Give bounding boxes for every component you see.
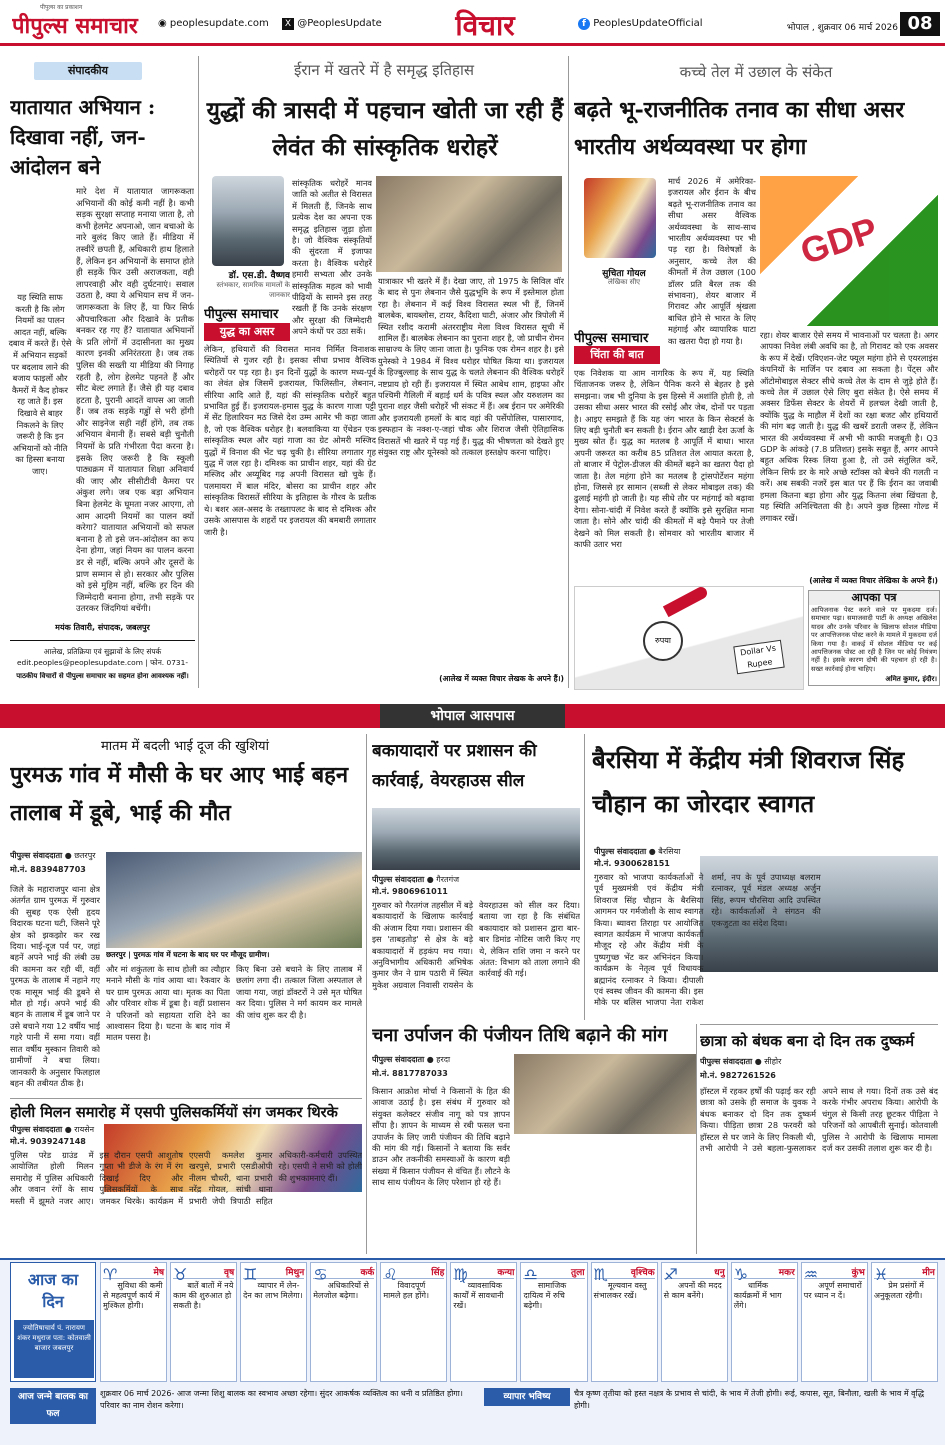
zodiac-name: वृष: [173, 1265, 234, 1279]
s1-mobile: मो.नं. 8839487703: [10, 865, 86, 874]
crude-kicker: कच्चे तेल में उछाल के संकेत: [679, 63, 833, 81]
s5-body: गुरुवार को भाजपा कार्यकर्ताओं ने पूर्व मुख्यमंत्री एवं केंद्रीय मंत्री शिवराज सिंह चौहान के बैरसिया आगमन पर गर्मजोशी के साथ स्वागत किया। ब्यावरा तिराहा पर आयोजित स्वागत कार्यक्रम में भाजपा कार्यकर्ता मौजूद रहे और केंद्रीय मंत्री के पुष्पगुच्छ भेंट कर अभिनंदन किया। कार्यक्रम के नेतृत्व पूर्व विधायक ब्रह्मानंद रत्नाकर ने किया। दीपाली एवं स्वस्थ जीवन की कामना की। इस मौके पर बलिस भाजपा नेता राकेश शर्मा, नप के पूर्व उपाध्यक्ष बलराम रत्नाकर, पूर्व मंडल अध्यक्ष अर्जुन सिंह, रूपम चौरसिया आदि उपस्थित रहे। कार्यकर्ताओं ने संगठन की एकजुटता का संदेश दिया।: [594, 872, 821, 1008]
zodiac-name: वृश्चिक: [594, 1265, 655, 1279]
zodiac-icon: ♌: [383, 1265, 398, 1284]
s4-headline: चना उर्पाजन की पंजीयन तिथि बढ़ाने की मांग: [372, 1025, 668, 1046]
crude-author-role: लेखिका सीए: [607, 278, 641, 286]
column-divider-4: [584, 734, 585, 1020]
s1-kicker: मातम में बदली भाई दूज की खुशियां: [101, 739, 269, 754]
editorial-divider: [10, 640, 195, 641]
s1-place: छतरपुर: [74, 851, 96, 860]
zodiac-name: मेष: [103, 1265, 164, 1279]
levant-kicker: ईरान में खतरे में है समृद्ध इतिहास: [293, 61, 475, 79]
brand-tagline: पीपुल्स का प्रकाशन: [40, 4, 83, 11]
zodiac-icon: ♏: [593, 1265, 608, 1284]
s5-headline: बैरसिया में केंद्रीय मंत्री शिवराज सिंह चौहान का जोरदार स्वागत: [592, 745, 905, 818]
s6-place: सीहोर: [764, 1057, 782, 1066]
astro-info: ज्योतिषाचार्य पं. नारायण शंकर मधुराज पता: कोतवाली बाजार जबलपुर: [14, 1320, 94, 1378]
editorial-headline: यातायात अभियान : दिखावा नहीं, जन-आंदोलन बने: [10, 95, 156, 179]
astro-title: आज का दिन: [27, 1270, 79, 1311]
website-text: peoplesupdate.com: [169, 18, 269, 29]
s2-body: पुलिस परेड ग्राउंड में आयोजित होली मिलन समारोह में पुलिस अधिकारी और जवान रंगों के साथ मस्ती में झूमते नजर आए। इस दौरान एसपी आशुतोष गुप्ता भी डीजे के रंग में रंग दिखाई दिए और पुलिसकर्मियों के साथ जमकर थिरके। कार्यक्रम में एएसपी कमलेश कुमार खरपुसे, प्रभारी एसडीओपी नीलम चौधरी, थाना प्रभारी नरेंद्र गोयल, सांची थाना प्रभारी जेपी त्रिपाठी सहित अधिकारी-कर्मचारी उपस्थित रहे। एसपी ने सभी को होली की शुभकामनाएं दीं।: [10, 1150, 362, 1206]
zodiac-icon: ♊: [243, 1265, 258, 1284]
zodiac-text: मूल्यवान वस्तु संभालकर रखें।: [593, 1281, 647, 1300]
zodiac-name: मीन: [874, 1265, 935, 1279]
zodiac-icon: ♑: [733, 1265, 749, 1284]
levant-note: (आलेख में व्यक्त विचार लेखक के अपने हैं।): [439, 674, 564, 683]
s4-photo: [514, 1054, 696, 1134]
zodiac-text: प्रेम प्रसंगों में अनुकूलता रहेगी।: [873, 1281, 924, 1300]
dollar-rupee-sign: Dollar Vs Rupee: [733, 640, 784, 674]
rupee-coin: रुपया: [643, 621, 683, 661]
rocket-icon: [663, 586, 709, 617]
crude-brand: पीपुल्स समाचार: [574, 331, 649, 346]
crude-body-2: एक निवेशक या आम नागरिक के रूप में, यह स्थिति चिंताजनक जरूर है, लेकिन पैनिक करने से बेहतर है इसे समझना। जब भी दुनिया के इस हिस्से में अशांति होती है, तो उसका सीधा असर भारत की रसोई और जेब, दोनों पर पड़ता है। आइए समझते हैं कि यह जंग भारत के किन सेक्टर्स के लिए बड़ी चुनौती बन सकती है। ईरान और खाड़ी देश ऊर्जा के मुख्य स्रोत हैं। युद्ध का मतलब है आपूर्ति में बाधा। भारत अपनी जरूरत का करीब 85 प्रतिशत तेल आयात करता है, तो बाजार में पेट्रोल-डीजल की कीमतें बढ़ने का खतरा पैदा हो जाता है। तेल महंगा होने का मतलब है ट्रांसपोर्टेशन महंगा होना, जिससे हर सामान (सब्जी से लेकर मोबाइल तक) की ढुलाई महंगी हो जाती है। यह सीधे तौर पर महंगाई को बढ़ावा देगा। सोना-चांदी में निवेश करते हैं क्योंकि इसे सुरक्षित माना जाता है। सोने और चांदी की कीमतों में बड़े पैमाने पर तेजी देखने को मिल सकती है। सोमवार को भारतीय बाजार में काफी उतार भरा: [574, 368, 754, 550]
crude-note: (आलेख में व्यक्त विचार लेखिका के अपने हैं।): [809, 576, 938, 585]
zodiac-cell: [170, 1262, 237, 1382]
s5-byline: पीपुल्स संवाददाता ● बैरसिया: [594, 847, 681, 856]
s4-byline: पीपुल्स संवाददाता ● हरदा: [372, 1055, 451, 1064]
zodiac-cell: [240, 1262, 307, 1382]
zodiac-name: कर्क: [313, 1265, 374, 1279]
twitter-link[interactable]: [282, 18, 402, 30]
s6-mobile: मो.नं. 9827261526: [700, 1071, 776, 1080]
s6-headline: छात्रा को बंधक बना दो दिन तक दुष्कर्म: [700, 1032, 915, 1050]
zodiac-text: व्यापार में लेन-देन का लाभ मिलेगा।: [243, 1281, 303, 1300]
zodiac-cell: [731, 1262, 798, 1382]
zodiac-cell: [450, 1262, 517, 1382]
s6-byline: पीपुल्स संवाददाता ● सीहोर: [700, 1057, 782, 1066]
zodiac-name: मिथुन: [243, 1265, 304, 1279]
levant-headline: युद्धों की त्रासदी में पहचान खोती जा रही हैं लेवंत की सांस्कृतिक धरोहरें: [206, 97, 564, 161]
levant-ruins-photo: [376, 176, 562, 272]
zodiac-name: मकर: [734, 1265, 795, 1279]
s3-headline: बकायादारों पर प्रशासन की कार्रवाई, वेयरहाउस सील: [372, 741, 537, 791]
zodiac-cell: [871, 1262, 938, 1382]
zodiac-icon: ♐: [663, 1265, 678, 1284]
s3-byline: पीपुल्स संवाददाता ● गैरतगंज: [372, 875, 460, 884]
s1-photo: [106, 852, 362, 948]
website-link[interactable]: [158, 18, 288, 29]
zodiac-icon: ♉: [173, 1265, 188, 1284]
brand-logo: पीपुल्स समाचार: [12, 13, 138, 39]
gdp-label: GDP: [795, 208, 883, 273]
crude-headline: बढ़ते भू-राजनीतिक तनाव का सीधा असर भारतीय अर्थव्यवस्था पर होगा: [574, 97, 905, 160]
editorial-body: मारे देश में यातायात जागरूकता अभियानों की कोई कमी नहीं है। कभी सड़क सुरक्षा सप्ताह मनाया जाता है, तो कभी हेलमेट अपनाओ, जान बचाओ के नारे बुलंद किए जाते हैं। मीडिया में तस्वीरें छपती हैं, अधिकारी हाथ हिलाते हैं, लेकिन इन अभियानों के समाप्त होते ही सड़कें फिर उसी अराजकता, वही लापरवाही और वही दुर्घटनाएं। सवाल उठता है, क्या ये अभियान सच में जन-जागरूकता के लिए हैं, या फिर सिर्फ औपचारिकता और दिखावे के प्रतीक बनकर रह गए हैं? यातायात अभियानों के प्रति लोगों में उदासीनता का मुख्य कारण इनकी अनिरंतरता है। जब तक पुलिस की सख्ती या मीडिया की निगाह रहती है, लोग हेलमेट पहनते हैं और सीट बेल्ट लगाते हैं। जैसे ही यह दबाव हटता है, पुरानी आदतें वापस आ जाती हैं। जब तक सड़कें गड्ढों से भरी होंगी और साइनेज सही नहीं होंगे, तब तक अभियान बेमानी हैं। सबसे बड़ी चुनौती नियमों के प्रति गंभीरता पैदा करना है। इसके लिए जरूरी है कि स्कूली पाठ्यक्रम में यातायात शिक्षा अनिवार्य की जाए और सीसीटीवी कैमरा पर अंकुश लगे। जब एक बड़ा अभियान बिना हेलमेट के घूमता नजर आएगा, तो आम आदमी नियमों का पालन क्यों करेगा? यातायात अभियानों को सफल बनाना है तो इसे जन-आंदोलन का रूप देना होगा, जहां नियम का पालन करना डर से नहीं, बल्कि अपने और दूसरों के प्राण सम्मान से हो। सरकार और पुलिस को इसे मुहिम नहीं, बल्कि हर दिन की जिम्मेदारी बनाना होगा, तभी सड़कें पर उतरकर जिंदगियां बचेंगी।: [76, 186, 194, 614]
section-title: विचार: [455, 9, 515, 42]
zodiac-text: विवादपूर्ण मामले हल होंगे।: [383, 1281, 429, 1300]
column-divider-3: [366, 734, 367, 1254]
zodiac-name: कुंभ: [804, 1265, 865, 1279]
s1-caption: छतरपुर | पुरमऊ गांव में घटना के बाद घर पर मौजूद ग्रामीण।: [106, 950, 270, 959]
dateline: भोपाल , शुक्रवार 06 मार्च 2026: [786, 23, 898, 33]
s5-place: बैरसिया: [658, 847, 681, 856]
editorial-contact: आलेख, प्रतिक्रिया एवं सुझावों के लिए संपर्क edit.peoples@peoplesupdate.com | फोन. 0731-: [17, 647, 188, 667]
s6-divider: [700, 1024, 938, 1025]
zodiac-cell: [801, 1262, 868, 1382]
s4-place: हरदा: [436, 1055, 451, 1064]
rupee-cartoon: [574, 586, 804, 690]
s1-body-2: और मां शकुंतला के साथ होली का त्यौहार मनाने मौसी के गांव आया था। रैकवार के घर ग्राम पुरमऊ आया था। मृतक का पिता और परिवार शोक में डूबा है। वहीं प्रशासन ने परिजनों को सहायता राशि देने का आश्वासन दिया है। घटना के बाद गांव में मातम पसरा है।: [106, 964, 230, 1043]
s6-body: हॉस्टल में रहकर हर्षों की पढ़ाई कर रही छात्रा को उसके ही समाज के युवक ने बंधक बनाकर दो दिन तक दुष्कर्म किया। पीड़िता छात्रा 28 फरवरी को हॉस्टल से घर जाने के लिए निकली थी, तभी आरोपी ने उसे बहला-फुसलाकर अपने साथ ले गया। दिनों तक उसे बंद करके गंभीर अपराध किया। आरोपी के चंगुल से किसी तरह छूटकर पीड़िता ने परिजनों को आपबीती सुनाई। कोतवाली पुलिस ने आरोपी के खिलाफ मामला दर्ज कर उसकी तलाश शुरू कर दी है।: [700, 1086, 938, 1154]
zodiac-text: अपूर्ण समाचारों पर ध्यान न दें।: [803, 1281, 862, 1300]
zodiac-cell: [591, 1262, 658, 1382]
gdp-illustration: [760, 176, 938, 326]
zodiac-text: सुविधा की कमी से महत्वपूर्ण कार्य में मुश्किल होगी।: [103, 1281, 163, 1310]
zodiac-name: सिंह: [383, 1265, 444, 1279]
zodiac-name: तुला: [523, 1265, 584, 1279]
s3-place: गैरतगंज: [436, 875, 460, 884]
s2-byline-text: पीपुल्स संवाददाता: [10, 1125, 63, 1134]
zodiac-cell: [661, 1262, 728, 1382]
astro-trade-label: व्यापार भविष्य: [484, 1388, 570, 1406]
x-icon: X: [282, 18, 294, 30]
zodiac-icon: ♈: [103, 1265, 118, 1284]
levant-author-role: स्तंभकार, सामरिक मामलों के जानकार: [216, 281, 290, 299]
zodiac-text: सामाजिक दायित्व में रुचि बढ़ेगी।: [523, 1281, 567, 1310]
levant-brand: पीपुल्स समाचार: [204, 307, 279, 322]
column-divider-2: [568, 56, 569, 688]
levant-body-4: यात्राकार भी खतरे में हैं। देखा जाए, तो 1975 के सिविल वॉर के बाद से पुनः लेबनान जैसे युद्धभूमि के रूप में इस्तेमाल होता रहा है। लेबनान में कई विश्व विरासत स्थल भी हैं, जिनमें बालबेक, बायब्लोस, टायर, कैदिशा घाटी, अंजार और त्रिपोली में स्थित रशीद करामी अंतरराष्ट्रीय मेला विश्व विरासत सूची में शामिल हैं। बालबेक लेबनान का पुराना शहर है, जो प्राचीन रोमन साम्राज्य के लिए जाना जाता है। फुनिक एक रोमन शहर है। इसे युनेस्को ने 1984 में विश्व धरोहर घोषित किया था। इजरायल के हिज्बुल्लाह के साथ युद्ध के चलते लेबनान की वैश्विक धरोहरें नष्टप्राय हो रही हैं। इजरायल में स्थित आबेथ शाम, हाइफा और पश्चिमी गैलिली में बहाई धर्म के पवित्र स्थल और यरुशलम का पुराना शहर जैसी धरोहरें भी संकट में हैं। अब ईरान पर अमेरिकी और इजरायली हमलों के बाद वहां की पर्सेपोलिस, पासारगाद, इस्फहान के नक्श-ए-जहां चौक और शिराज जैसी ऐतिहासिक विरासतें भी खतरे में पड़ गई हैं। युद्ध की भीषणता को देखते हुए संयुक्त राष्ट्र और यूनेस्को को तत्काल हस्तक्षेप करना चाहिए।: [378, 276, 564, 458]
s3-mobile: मो.नं. 9806961011: [372, 887, 448, 896]
s4-mobile: मो.नं. 8817787033: [372, 1069, 448, 1078]
astro-signs: [100, 1262, 938, 1382]
zodiac-cell: [100, 1262, 167, 1382]
astro-trade: चैत्र कृष्ण तृतीया को हस्त नक्षत्र के प्रभाव से चांदी, के भाव में तेजी होगी। रूई, कपास, सूत, बिनौला, खली के भाव में वृद्धि होगी।: [574, 1389, 925, 1410]
letters-title: आपका पत्र: [809, 591, 939, 605]
levant-body-2: लेकिन, हथियारों की विरासत मानव निर्मित विनाशक स्थितियों से गुजर रही है। इसका सीधा प्रभाव वैश्विक धरोहरों पर पड़ रहा है। इन दिनों युद्धों के कारण मध्य-पूर्व का लेवंत क्षेत्र जिसमें इजरायल, फिलिस्तीन, लेबनान, सीरिया आदि आते हैं, यहां की सांस्कृतिक धरोहरें बहुत प्रभावित हुई हैं। इजरायल-हमास युद्ध के कारण गाजा पट्टी में सेंट हिलारियन मठ जिसे देश उम्म आमेर भी कहा जाता है, जो एक वैश्विक धरोहर है। बलवाकिया या ऐंथेडन एक सांस्कृतिक स्थल और यहां गाजा का ग्रेट ओमरी मस्जिद युद्धों में विनाश की भेंट चढ़ चुकी है। सीरिया लगातार गृह युद्ध में जल रहा है। दमिश्क का प्राचीन शहर, यहां की ग्रेट मस्जिद और अय्यूबिद गढ़ अपनी विरासत खो चुके हैं। पलमायरा में बाल मंदिर, बोसरा का प्राचीन शहर और सांस्कृतिक विरासतें सीरिया के इतिहास के गौरव के प्रतीक थे। बशर अल-असद के तख्तापलट के बाद से दमिश्क और उसके आसपास के शहरों पर इजरायल की बमबारी लगातार जारी है।: [204, 344, 376, 537]
column-divider-1: [198, 56, 199, 688]
s5-byline-text: पीपुल्स संवाददाता: [594, 847, 647, 856]
zodiac-text: बातें बातों में नये काम की शुरुआत हो सकती है।: [173, 1281, 234, 1310]
levant-author-photo: [212, 176, 284, 266]
s4-byline-text: पीपुल्स संवाददाता: [372, 1055, 425, 1064]
facebook-link[interactable]: [578, 18, 748, 30]
zodiac-icon: ♋: [313, 1265, 328, 1284]
s3-body: गुरुवार को गैरतगंज तहसील में बड़े बकायादारों के खिलाफ कार्रवाई की अंजाम दिया गया। प्रशासन की इस 'ताबड़तोड़' से क्षेत्र के बड़े बकायादारों में हड़कंप मच गया। अनुविभागीय अधिकारी अभिषेक कुमार जैन ने ग्राम पठारी में स्थित मुकेश अग्रवाल निवासी रायसेन के वेयरहाउस को सील कर दिया। बताया जा रहा है कि संबंधित बकायादार को प्रशासन द्वारा बार-बार डिमांड नोटिस जारी किए गए थे, लेकिन राशि जमा न करने पर अंतत: विभाग को ताला लगाने की कार्रवाई की गई।: [372, 900, 580, 990]
masthead: [0, 0, 945, 46]
letters-body: आपिजनाक पेस्ट करने वाले पर मुकदमा दर्ज। समाचार पढ़ा। समाजवादी पार्टी के अध्यक्ष अखिलेश यादव और उनके परिवार के खिलाफ सोशल मीडिया पर आपत्तिजनक पोस्ट करने के मामले में मुकदमा दर्ज किया गया है। वाकई में सोशल मीडिया पर कई आपत्तिजनक पोस्ट आ रही है जिन पर कोई नियंत्रण नहीं है। इसके कारण दोषी की पहचान हो रही है। सख्त कार्रवाई होना चाहिए।: [811, 606, 937, 673]
s6-byline-text: पीपुल्स संवाददाता: [700, 1057, 753, 1066]
zodiac-icon: ♓: [873, 1265, 889, 1284]
letters-sign: अमित कुमार, इंदौर।: [885, 675, 937, 683]
zodiac-icon: ♍: [453, 1265, 468, 1284]
editorial-disclaimer: पाठकीय विचारों से पीपुल्स समाचार का सहमत होना आवश्यक नहीं।: [16, 672, 189, 680]
astro-born: शुक्रवार 06 मार्च 2026- आज जन्मा शिशु बालक का स्वभाव अच्छा रहेगा। सुंदर आकर्षक व्यक्तित्व का धनी व प्रतिष्ठित होगा। परिवार का नाम रोशन करेगा।: [100, 1389, 463, 1410]
crude-author-name: सुचिता गोयल: [602, 269, 646, 279]
zodiac-text: धार्मिक कार्यक्रमों में भाग लेंगे।: [733, 1281, 782, 1310]
s1-byline-text: पीपुल्स संवाददाता: [10, 851, 63, 860]
facebook-icon: f: [578, 18, 590, 30]
s4-body-2: [514, 1140, 598, 1152]
bhopal-banner-title: भोपाल आसपास: [380, 704, 565, 728]
levant-body-1: सांस्कृतिक धरोहरें मानव जाति को अतीत से विरासत में मिलती हैं, जिनके साथ प्रत्येक देश का अपना एक समृद्ध इतिहास जुड़ा होता है। जो वैश्विक संस्कृतियों की सुंदरता में इजाफा करता है। वैश्विक धरोहरें हमारी सभ्यता और उनके सांस्कृतिक महत्व को भावी पीढ़ियों के सामने इस तरह रखती हैं कि उनके संरक्षण और सुरक्षा की जिम्मेदारी अपने कंधों पर उठा सकें।: [292, 178, 372, 337]
page-number: 08: [900, 12, 940, 36]
zodiac-name: धनु: [664, 1265, 725, 1279]
astro-born-label: आज जन्मे बालक का फल: [10, 1388, 96, 1424]
zodiac-text: अपनों की मदद से काम बनेंगे।: [663, 1281, 722, 1300]
zodiac-icon: ♒: [803, 1265, 819, 1284]
zodiac-text: व्यावसायिक कार्यों में सावधानी रखें।: [453, 1281, 504, 1310]
column-divider-5: [696, 1024, 697, 1254]
levant-author-name: डॉ. एस.डी. वैष्णव: [228, 271, 290, 281]
zodiac-icon: ♎: [523, 1265, 538, 1284]
s2-place: रायसेन: [74, 1125, 95, 1134]
crude-body-3: रहा। शेयर बाजार ऐसे समय में भावनाओं पर चलता है। अगर आपका निवेश लंबी अवधि का है, तो गिरावट को एक अवसर के रूप में देखें। एविएशन-जेट फ्यूल महंगा होने से एयरलाइंस कंपनियों के मार्जिन पर दबाव आ सकता है। पेंट्स और ऑटोमोबाइल सेक्टर सीधे कच्चे तेल के दाम से जुड़े होते हैं। कच्चे तेल में उछाल ऐसे लिए बुरा संकेत है। ऐसे समय में अक्सर डिफेंस सेक्टर के शेयरों में हलचल देखी जाती है, क्योंकि युद्ध के माहौल में देशों का रक्षा बजट और हथियारों की मांग बढ़ जाती है। युद्ध की खबरें डराती जरूर हैं, लेकिन भारत की अर्थव्यवस्था में अभी भी काफी मजबूती है। Q3 GDP के आंकड़े (7.8 प्रतिशत) इसके सबूत हैं, अगर आपने बहुत अधिक रिस्क लिया हुआ है, तो उसे संतुलित करें, लेकिन सिर्फ डर के मारे अच्छे स्टॉक्स को बेचने की गलती न करें। अब सबकी नजरें इस बात पर हैं कि ईरान का जवाबी हमला कितना बड़ा होगा और युद्ध कितना लंबा खिंचता है, यह स्थिति अनिश्चितता की है। अपने कुछ हिस्सा गोल्ड में लगाकर रखें।: [760, 330, 938, 523]
crude-author-photo: [584, 178, 656, 258]
s1-body-3: किए बिना उसे बचाने के लिए तालाब में छलांग लगा दी। तत्काल जिला अस्पताल ले जाया गया, जहां डॉक्टरों ने उसे मृत घोषित कर दिया। पुलिस ने मर्ग कायम कर मामले की जांच शुरू कर दी है।: [236, 964, 362, 1020]
zodiac-text: अधिकारियों से मेलजोल बढ़ेगा।: [313, 1281, 369, 1300]
globe-icon: ◉: [158, 18, 170, 29]
s3-byline-text: पीपुल्स संवाददाता: [372, 875, 425, 884]
twitter-handle: @PeoplesUpdate: [297, 18, 382, 29]
levant-series-tag: युद्ध का असर: [204, 323, 290, 341]
crude-series-tag: चिंता की बात: [574, 346, 660, 364]
editorial-sign: मयंक तिवारी, संपादक, जबलपुर: [55, 623, 150, 632]
s5-mobile: मो.नं. 9300628151: [594, 859, 670, 868]
s1-headline: पुरमऊ गांव में मौसी के घर आए भाई बहन तालाब में डूबे, भाई की मौत: [10, 762, 349, 826]
s2-headline: होली मिलन समारोह में एसपी पुलिसकर्मियों संग जमकर थिरके: [10, 1104, 338, 1121]
editorial-tag-text: संपादकीय: [67, 64, 109, 77]
zodiac-name: कन्या: [453, 1265, 514, 1279]
s1-body: जिले के महाराजपुर थाना क्षेत्र अंतर्गत ग्राम पुरमऊ में गुरुवार की सुबह एक ऐसी हृदय विदारक घटना घटी, जिसने पूरे क्षेत्र को झकझोर कर रख दिया। भाई-दूज पर्व पर, जहां बहनें अपने भाई की लंबी उम्र की कामना कर रही थीं, वहीं पुरमऊ के तालाब में नहाने गए एक मासूम भाई की डूबने से मौत हो गई। अपने भाई की बहन के तालाब में डूब जाने पर उसे बचाने गया 12 वर्षीय भाई गहरे पानी में समा गया। वहीं सात वर्षीय मुस्कान तिवारी को ग्रामीणों ने बचा लिया। जानकारी के अनुसार फिलहाल बहन की तबीयत ठीक है।: [10, 884, 100, 1088]
s2-byline: पीपुल्स संवाददाता ● रायसेन: [10, 1125, 95, 1134]
s2-mobile: मो.नं. 9039247148: [10, 1137, 86, 1146]
crude-body-1: मार्च 2026 में अमेरिका-इजरायल और ईरान के बीच बढ़ते भू-राजनीतिक तनाव का सीधा असर वैश्विक अर्थव्यवस्था के साथ-साथ भारतीय अर्थव्यवस्था पर भी पड़ रहा है। विशेषज्ञों के अनुसार, कच्चे तेल की कीमतों में तेज उछाल (100 डॉलर प्रति बैरल तक की संभावना), शेयर बाजार में गिरावट और आपूर्ति श्रृंखला बाधित होने से भारत के लिए महंगाई और व्यापारिक घाटा का खतरा पैदा हो गया है।: [668, 176, 756, 346]
zodiac-cell: [310, 1262, 377, 1382]
s3-photo: [372, 808, 580, 870]
zodiac-cell: [520, 1262, 587, 1382]
s4-body: किसान आक्रोश मोर्चा ने किसानों के हित की आवाज उठाई है। इस संबंध में गुरुवार को संयुक्त कलेक्टर संजीव नागू को पत्र ज्ञापन सौंपा है। ज्ञापन के माध्यम से रबी फसल चना उपार्जन के लिए जारी पंजीयन की तिथि बढ़ाने की मांग की गई। किसानों ने बताया कि सर्वर डाउन और तकनीकी समस्याओं के कारण बड़ी संख्या में किसान पंजीयन से वंचित हैं। लौटने के साथ साथ पंजीयन के लिए परेशान हो रहे हैं।: [372, 1086, 510, 1188]
s1-byline: पीपुल्स संवाददाता ● छतरपुर: [10, 851, 96, 860]
zodiac-cell: [380, 1262, 447, 1382]
s2-divider: [10, 1098, 362, 1099]
editorial-tag: [34, 62, 142, 80]
facebook-handle: PeoplesUpdateOfficial: [593, 18, 703, 29]
editorial-side: यह स्थिति साफ करती है कि लोग नियमों का पालन आदत नहीं, बल्कि दबाव में करते हैं। ऐसे में अभियान सड़कों पर बदलाव लाने की बजाय फाइलों और कैमरों में कैद होकर रह जाते हैं। इस दिखावे से बाहर निकलने के लिए जरूरी है कि इन अभियानों को नीति का हिस्सा बनाया जाए।: [8, 292, 72, 476]
